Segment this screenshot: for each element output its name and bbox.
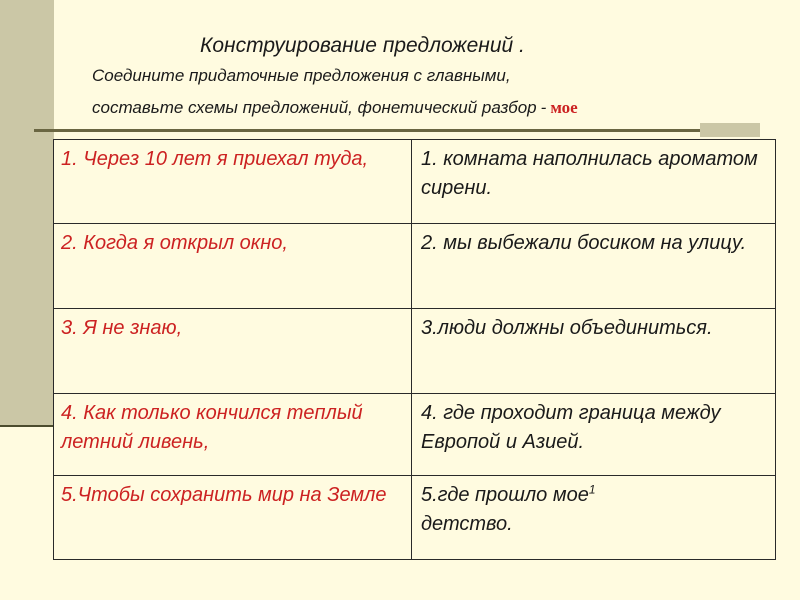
main-clause-cell: 1. комната наполнилась ароматом сирени. xyxy=(412,140,776,224)
main-clause-cell: 4. где проходит граница между Европой и Азией. xyxy=(412,394,776,476)
main-clause-text: 5.где прошло мое xyxy=(421,484,589,506)
slide-title: Конструирование предложений . xyxy=(200,34,525,57)
subordinate-clause-cell: 3. Я не знаю, xyxy=(54,309,412,394)
main-clause-cell: 2. мы выбежали босиком на улицу. xyxy=(412,224,776,309)
main-clause-tail: детство. xyxy=(421,513,513,535)
sentence-pairs-table xyxy=(53,139,776,560)
footnote-marker: 1 xyxy=(588,482,596,497)
instruction-line-2-text: составьте схемы предложений, фонетический разбор xyxy=(92,98,537,117)
instruction-line-2 xyxy=(92,98,578,118)
instruction-highlight: мое xyxy=(550,98,578,117)
main-clause-cell xyxy=(412,476,776,560)
instruction-dash: - xyxy=(540,98,547,117)
decorative-side-line xyxy=(0,425,54,427)
instruction-line-1: Соедините придаточные предложения с главными, xyxy=(92,66,511,85)
table-row xyxy=(54,224,776,309)
header-divider-accent xyxy=(700,123,760,137)
table-row xyxy=(54,476,776,560)
header-divider xyxy=(34,129,760,132)
main-clause-cell: 3.люди должны объединиться. xyxy=(412,309,776,394)
subordinate-clause-cell: 5.Чтобы сохранить мир на Земле xyxy=(54,476,412,560)
subordinate-clause-cell: 1. Через 10 лет я приехал туда, xyxy=(54,140,412,224)
decorative-side-bar xyxy=(0,0,54,427)
subordinate-clause-cell: 4. Как только кончился теплый летний ливень, xyxy=(54,394,412,476)
subordinate-clause-cell: 2. Когда я открыл окно, xyxy=(54,224,412,309)
table-row xyxy=(54,309,776,394)
table-row xyxy=(54,140,776,224)
table-row xyxy=(54,394,776,476)
